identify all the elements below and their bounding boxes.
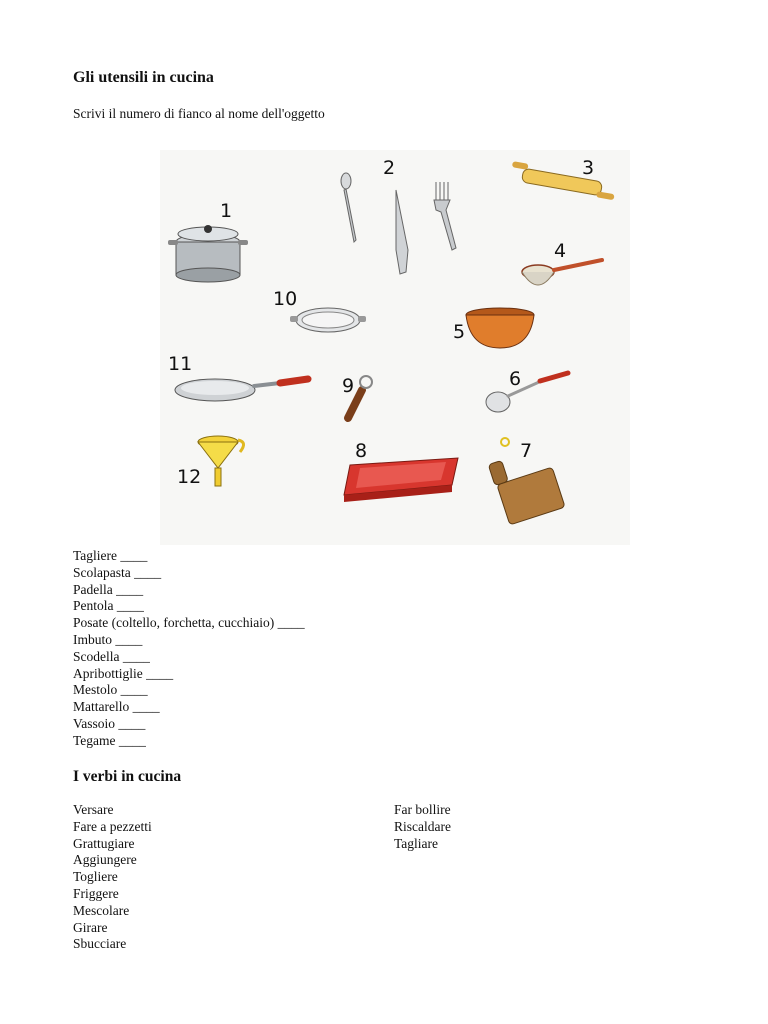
list-item: Vassoio ____ (73, 715, 146, 731)
list-item: Mestolo ____ (73, 682, 148, 698)
list-item: Pentola ____ (73, 598, 144, 614)
figure-number-6: 6 (509, 368, 522, 390)
page-title: Gli utensili in cucina (73, 69, 214, 86)
list-item: Posate (coltello, forchetta, cucchiaio) ____ (73, 615, 305, 631)
verb-item: Girare (73, 919, 108, 935)
verbs-list-right (394, 802, 451, 852)
verb-item: Tagliare (394, 835, 439, 851)
verb-item: Mescolare (73, 902, 130, 918)
figure-number-9: 9 (342, 375, 355, 397)
verb-item: Aggiungere (73, 852, 137, 868)
instructions-text: Scrivi il numero di fianco al nome dell'oggetto (73, 106, 325, 121)
figure-number-2: 2 (383, 157, 396, 179)
list-item: Padella ____ (73, 581, 144, 597)
figure-number-8: 8 (355, 440, 368, 462)
list-item: Tagliere ____ (73, 548, 148, 563)
utensil-name-list (73, 548, 305, 750)
list-item: Scolapasta ____ (73, 564, 162, 580)
figure-number-11: 11 (168, 353, 193, 375)
figure-number-10: 10 (273, 288, 298, 310)
list-item: Scodella ____ (73, 648, 150, 664)
list-item: Mattarello ____ (73, 699, 160, 715)
figure-number-3: 3 (582, 157, 595, 179)
list-item: Tegame ____ (73, 732, 146, 748)
verb-item: Togliere (73, 869, 118, 885)
figure-number-4: 4 (554, 240, 567, 262)
figure-number-7: 7 (520, 440, 533, 462)
verb-item: Grattugiare (73, 835, 135, 851)
verb-item: Friggere (73, 885, 119, 901)
verb-item: Versare (73, 802, 114, 817)
list-item: Imbuto ____ (73, 631, 143, 647)
verbs-section-title: I verbi in cucina (73, 768, 182, 785)
verb-item: Far bollire (394, 802, 451, 817)
list-item: Apribottiglie ____ (73, 665, 174, 681)
pot-illustration (168, 225, 248, 282)
verbs-list-left (73, 802, 152, 953)
verb-item: Sbucciare (73, 936, 127, 952)
verb-item: Fare a pezzetti (73, 818, 152, 834)
figure-number-12: 12 (177, 466, 202, 488)
kitchen-utensils-illustration (160, 150, 630, 545)
verb-item: Riscaldare (394, 818, 451, 834)
figure-number-1: 1 (220, 200, 233, 222)
figure-number-5: 5 (453, 321, 466, 343)
